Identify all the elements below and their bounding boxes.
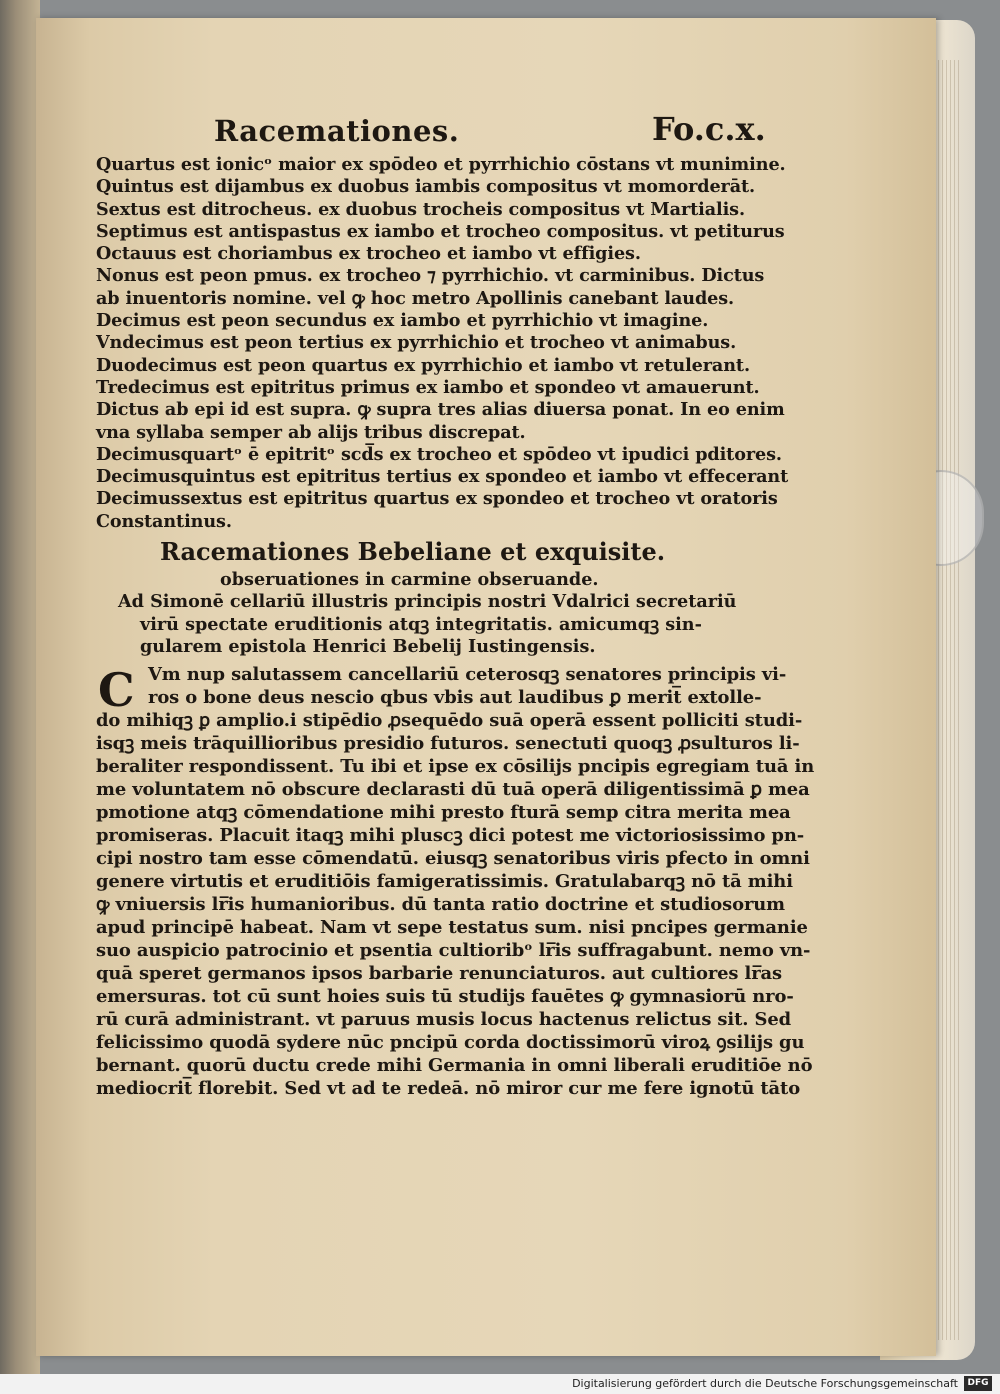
letter-line: pmotione atqꝫ cōmendatione mihi presto fturā semp citra merita mea bbox=[96, 801, 791, 823]
letter-line: suo auspicio patrocinio et psentia cultioribᵒ lr̅is suffragabunt. nemo vn- bbox=[96, 940, 811, 962]
section-title: Racemationes Bebeliane et exquisite. bbox=[160, 537, 666, 567]
letter-line: genere virtutis et eruditiōis famigeratissimis. Gratulabarqꝫ nō tā mihi bbox=[96, 870, 793, 892]
letter-line: isqꝫ meis trāquillioribus presidio futuros. senectuti quoqꝫ ꝓsulturos li- bbox=[96, 732, 800, 754]
meter-line: ab inuentoris nomine. vel ꝙ hoc metro Apollinis canebant laudes. bbox=[96, 287, 735, 309]
letter-line: mediocrit̅ florebit. Sed vt ad te redeā. nō miror cur me fere ignotū tāto bbox=[96, 1078, 801, 1100]
page-header bbox=[96, 110, 776, 154]
initial-capital: C bbox=[98, 662, 135, 717]
meter-line: Nonus est peon pmus. ex trocheo ⁊ pyrrhichio. vt carminibus. Dictus bbox=[96, 265, 765, 287]
meter-line: Sextus est ditrocheus. ex duobus trocheis compositus vt Martialis. bbox=[96, 198, 746, 220]
dedication-line: Ad Simonē cellariū illustris principis nostri Vdalrici secretariū bbox=[118, 591, 737, 613]
funding-credit: Digitalisierung gefördert durch die Deutsche Forschungsgemeinschaft bbox=[572, 1377, 958, 1390]
dedication bbox=[96, 591, 776, 659]
meter-line: Decimusquintus est epitritus tertius ex spondeo et iambo vt effecerant bbox=[96, 466, 789, 488]
meter-line: Quintus est dijambus ex duobus iambis compositus vt momorderāt. bbox=[96, 176, 756, 198]
meter-line: Decimussextus est epitritus quartus ex spondeo et trocheo vt oratoris bbox=[96, 488, 778, 510]
letter-line: do mihiqꝫ ꝑ amplio.i stipēdio ꝓsequēdo suā operā essent polliciti studi- bbox=[96, 709, 803, 731]
letter-line: apud principē habeat. Nam vt sepe testatus sum. nisi pncipes germanie bbox=[96, 917, 808, 939]
letter-line: quā speret germanos ipsos barbarie renunciaturos. aut cultiores lr̅as bbox=[96, 963, 783, 985]
dfg-logo: DFG bbox=[964, 1376, 992, 1391]
letter-line: felicissimo quodā sydere nūc pncipū corda doctissimorū viroꝝ ꝯsilijs gu bbox=[96, 1032, 805, 1054]
folio-number: Fo.c.x. bbox=[652, 110, 766, 148]
letter-body bbox=[96, 662, 815, 1101]
letter-line: bernant. quorū ductu crede mihi Germania in omni liberali eruditiōe nō bbox=[96, 1055, 813, 1077]
meter-line: Octauus est choriambus ex trocheo et iambo vt effigies. bbox=[96, 243, 641, 265]
book-spine bbox=[0, 0, 40, 1394]
dedication-line: gularem epistola Henrici Bebelij Iustingensis. bbox=[140, 636, 596, 658]
letter-line: me voluntatem nō obscure declarasti dū tuā operā diligentissimā ꝑ mea bbox=[96, 778, 810, 800]
meter-line: Dictus ab epi id est supra. ꝙ supra tres alias diuersa ponat. In eo enim bbox=[96, 399, 785, 421]
meter-list bbox=[96, 154, 789, 533]
meter-line: Constantinus. bbox=[96, 510, 232, 532]
meter-line: Quartus est ionicᵒ maior ex spōdeo et pyrrhichio cōstans vt munimine. bbox=[96, 154, 786, 175]
letter-line: ꝙ vniuersis lr̅is humanioribus. dū tanta ratio doctrine et studiosorum bbox=[96, 894, 786, 916]
letter-line: rū curā administrant. vt paruus musis locus hactenus relictus sit. Sed bbox=[96, 1009, 792, 1031]
meter-line: vna syllaba semper ab alijs tribus discrepat. bbox=[96, 421, 526, 443]
letter-line: Vm nup salutassem cancellariū ceterosqꝫ senatores principis vi- bbox=[148, 663, 787, 685]
meter-line: Duodecimus est peon quartus ex pyrrhichio et iambo vt retulerant. bbox=[96, 354, 750, 376]
letter-line: beraliter respondissent. Tu ibi et ipse ex cōsilijs pncipis egregiam tuā in bbox=[96, 755, 815, 777]
meter-line: Septimus est antispastus ex iambo et trocheo compositus. vt petiturus bbox=[96, 220, 785, 242]
meter-line: Tredecimus est epitritus primus ex iambo et spondeo vt amauerunt. bbox=[96, 376, 760, 398]
meter-line: Decimus est peon secundus ex iambo et pyrrhichio vt imagine. bbox=[96, 310, 709, 332]
letter-line: ros o bone deus nescio qbus vbis aut laudibus ꝑ merit̅ extolle- bbox=[148, 686, 762, 708]
page-text bbox=[96, 110, 815, 1100]
letter-line: cipi nostro tam esse cōmendatū. eiusqꝫ senatoribus viris pfecto in omni bbox=[96, 847, 810, 869]
letter-line: promiseras. Placuit itaqꝫ mihi pluscꝫ dici potest me victoriosissimo pn- bbox=[96, 824, 805, 846]
running-head: Racemationes. bbox=[214, 114, 460, 148]
meter-line: Decimusquartᵒ ē epitritᵒ scd̅s ex trocheo et spōdeo vt ipudici pditores. bbox=[96, 443, 782, 465]
letter-line: emersuras. tot cū sunt hoies suis tū studijs fauētes ꝙ gymnasiorū nro- bbox=[96, 986, 794, 1008]
digitization-footer bbox=[0, 1374, 1000, 1394]
meter-line: Vndecimus est peon tertius ex pyrrhichio et trocheo vt animabus. bbox=[96, 332, 737, 354]
section-subtitle: obseruationes in carmine obseruande. bbox=[220, 569, 599, 591]
dedication-line: virū spectate eruditionis atqꝫ integritatis. amicumqꝫ sin- bbox=[140, 613, 702, 635]
